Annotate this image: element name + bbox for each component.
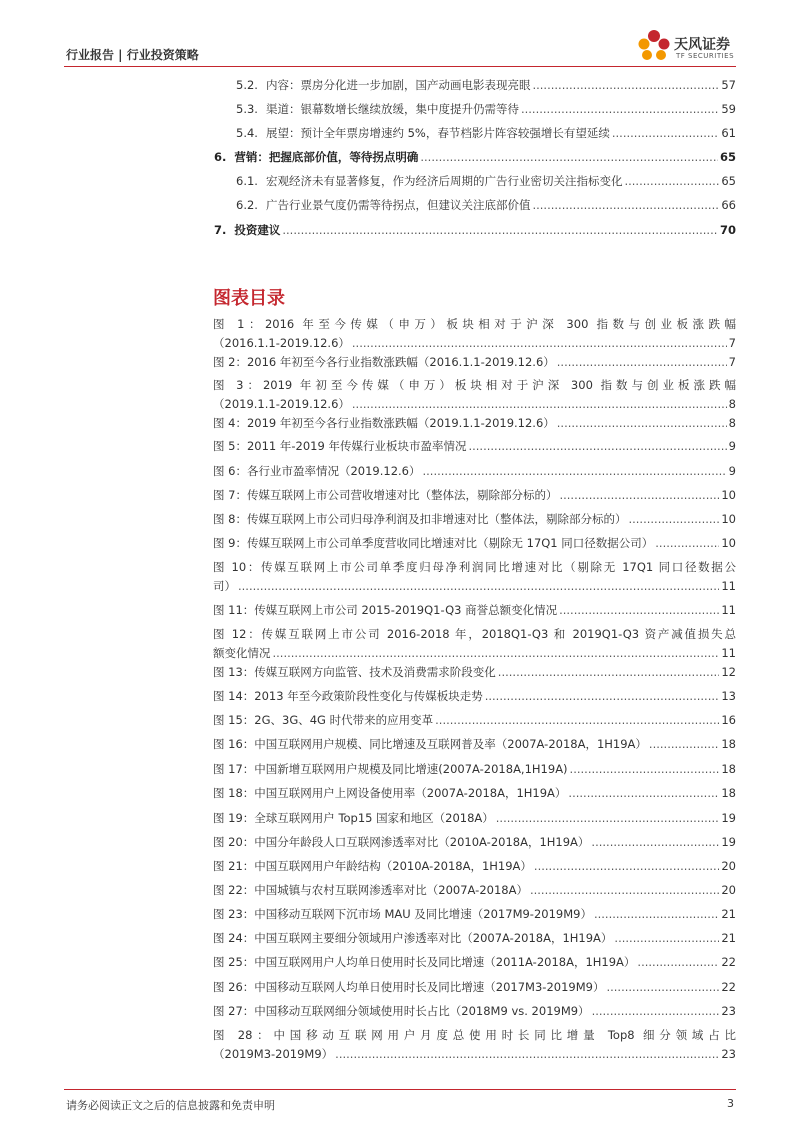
figure-title: 图 11：传媒互联网上市公司 2015-2019Q1-Q3 商誉总额变化情况: [213, 603, 558, 617]
figure-title: 图 22：中国城镇与农村互联网渗透率对比（2007A-2018A）: [213, 883, 528, 897]
figure-title: 图 5：2011 年-2019 年传媒行业板块市盈率情况: [213, 439, 467, 453]
figure-list-item[interactable]: [213, 437, 736, 456]
figure-list-item[interactable]: [213, 663, 736, 682]
figure-title: 图 24：中国互联网主要细分领域用户渗透率对比（2007A-2018A，1H19A）: [213, 931, 613, 945]
figure-list-item[interactable]: [213, 414, 736, 433]
logo-english-name: TF SECURITIES: [676, 52, 735, 60]
figure-leader-dots: [592, 1002, 720, 1021]
header-divider: [64, 66, 736, 67]
figure-title: 图 6：各行业市盈率情况（2019.12.6）: [213, 464, 421, 478]
figure-leader-dots: [485, 687, 720, 706]
toc-entry-number: 6.2.: [236, 198, 258, 212]
figure-leader-dots: [568, 784, 719, 803]
figure-leader-dots: [273, 644, 720, 663]
figure-list-item[interactable]: [213, 929, 736, 948]
toc-entry[interactable]: [236, 173, 736, 189]
figure-title: 图 9：传媒互联网上市公司单季度营收同比增速对比（剔除无 17Q1 同口径数据公司）: [213, 536, 654, 550]
toc-entry-title: 内容：票房分化进一步加剧，国产动画电影表现亮眼: [265, 78, 531, 92]
figure-leader-dots: [594, 905, 719, 924]
figure-list-item[interactable]: [213, 857, 736, 876]
figure-title: 图 27：中国移动互联网细分领域使用时长占比（2018M9 vs. 2019M9）: [213, 1004, 590, 1018]
figure-page: 11: [721, 579, 736, 593]
figure-title: 图 13：传媒互联网方向监管、技术及消费需求阶段变化: [213, 665, 496, 679]
toc-entry[interactable]: [236, 77, 736, 93]
toc-entry[interactable]: [214, 149, 736, 165]
figure-leader-dots: [628, 510, 719, 529]
figure-leader-dots: [637, 953, 719, 972]
flower-logo-icon: [636, 28, 672, 68]
figure-title: 图 28：中国移动互联网用户月度总使用时长同比增量 Top8 细分领域占比: [213, 1028, 736, 1042]
figure-page: 9: [728, 464, 736, 478]
figure-leader-dots: [614, 929, 719, 948]
toc-entry-number: 6.: [214, 150, 227, 164]
figure-leader-dots: [649, 735, 719, 754]
figure-list-item[interactable]: [213, 558, 736, 596]
footer-divider: [64, 1089, 736, 1090]
figure-list-item[interactable]: [213, 735, 736, 754]
toc-entry-title: 投资建议: [234, 223, 281, 237]
figure-leader-dots: [530, 881, 719, 900]
toc-entry-page: 66: [721, 198, 736, 212]
toc-entry-page: 59: [721, 102, 736, 116]
toc-leader-dots: [532, 77, 719, 93]
report-category: 行业报告 | 行业投资策略: [66, 48, 199, 62]
figure-title: 图 23：中国移动互联网下沉市场 MAU 及同比增速（2017M9-2019M9）: [213, 907, 592, 921]
figure-title: 图 7：传媒互联网上市公司营收增速对比（整体法，剔除部分标的）: [213, 488, 558, 502]
toc-entry-number: 6.1.: [236, 174, 258, 188]
toc-entry-title: 渠道：银幕数增长继续放缓，集中度提升仍需等待: [265, 102, 519, 116]
figure-list-item[interactable]: [213, 625, 736, 663]
toc-entry[interactable]: [214, 222, 736, 238]
figure-page: 10: [721, 488, 736, 502]
figure-page: 22: [721, 980, 736, 994]
figure-leader-dots: [352, 395, 727, 414]
figure-title: 图 4：2019 年初至今各行业指数涨跌幅（2019.1.1-2019.12.6）: [213, 416, 555, 430]
figure-page: 21: [721, 907, 736, 921]
figure-page: 9: [728, 439, 736, 453]
figure-page: 20: [721, 883, 736, 897]
figure-page: 8: [728, 416, 736, 430]
figure-leader-dots: [352, 334, 727, 353]
figure-leader-dots: [655, 534, 719, 553]
figure-leader-dots: [238, 577, 719, 596]
figure-leader-dots: [468, 437, 726, 456]
toc-entry-number: 5.3.: [236, 102, 258, 116]
figure-list-item[interactable]: [213, 534, 736, 553]
figure-page: 22: [721, 955, 736, 969]
figure-title: 图 2：2016 年初至今各行业指数涨跌幅（2016.1.1-2019.12.6）: [213, 355, 555, 369]
figure-leader-dots: [423, 462, 727, 481]
figure-page: 10: [721, 536, 736, 550]
figure-list-item[interactable]: [213, 462, 736, 481]
figure-list-item[interactable]: [213, 809, 736, 828]
figure-title: 图 26：中国移动互联网人均单日使用时长及同比增速（2017M3-2019M9）: [213, 980, 605, 994]
figure-page: 18: [721, 762, 736, 776]
logo-name: 天风证券: [674, 37, 730, 53]
figure-page: 16: [721, 713, 736, 727]
figure-list-item[interactable]: [213, 353, 736, 372]
figure-page: 18: [721, 737, 736, 751]
figure-leader-dots: [559, 486, 719, 505]
figure-list-item[interactable]: [213, 601, 736, 620]
figure-page: 11: [721, 603, 736, 617]
figure-page: 10: [721, 512, 736, 526]
figure-title: 图 1：2016 年至今传媒（申万）板块相对于沪深 300 指数与创业板涨跌幅: [213, 317, 736, 331]
toc-leader-dots: [612, 125, 720, 141]
figure-list-item[interactable]: [213, 953, 736, 972]
figure-page: 7: [728, 355, 736, 369]
figure-title: 图 17：中国新增互联网用户规模及同比增速(2007A-2018A,1H19A): [213, 762, 568, 776]
toc-entry-page: 65: [721, 174, 736, 188]
figure-title: 图 20：中国分年龄段人口互联网渗透率对比（2010A-2018A，1H19A）: [213, 835, 590, 849]
figures-list-title: 图表目录: [213, 288, 285, 309]
page-number: 3: [727, 1097, 734, 1110]
figure-title-continued: （2019M3-2019M9）: [213, 1047, 334, 1061]
figure-leader-dots: [557, 414, 727, 433]
figure-page: 8: [728, 397, 736, 411]
figure-title: 图 25：中国互联网用户人均单日使用时长及同比增速（2011A-2018A，1H19A）: [213, 955, 636, 969]
figure-list-item[interactable]: [213, 711, 736, 730]
figure-leader-dots: [496, 809, 720, 828]
figure-list-item[interactable]: [213, 510, 736, 529]
figure-title-continued: （2016.1.1-2019.12.6）: [213, 336, 350, 350]
disclaimer-note: 请务必阅读正文之后的信息披露和免责申明: [66, 1099, 275, 1112]
figure-leader-dots: [557, 353, 727, 372]
toc-entry-number: 5.2.: [236, 78, 258, 92]
figure-title-continued: 额变化情况: [213, 646, 271, 660]
figure-title: 图 15：2G、3G、4G 时代带来的应用变革: [213, 713, 434, 727]
figure-title-continued: 司）: [213, 579, 236, 593]
figure-list-item[interactable]: [213, 784, 736, 803]
figure-page: 23: [721, 1047, 736, 1061]
toc-leader-dots: [521, 101, 719, 117]
toc-entry-number: 5.4.: [236, 126, 258, 140]
figure-title-continued: （2019.1.1-2019.12.6）: [213, 397, 350, 411]
figure-list-item[interactable]: [213, 1002, 736, 1021]
figure-title: 图 21：中国互联网用户年龄结构（2010A-2018A，1H19A）: [213, 859, 532, 873]
toc-entry-page: 65: [719, 150, 736, 164]
toc-entry-title: 广告行业景气度仍需等待拐点，但建议关注底部价值: [265, 198, 531, 212]
figure-leader-dots: [606, 978, 719, 997]
figure-title: 图 18：中国互联网用户上网设备使用率（2007A-2018A，1H19A）: [213, 786, 567, 800]
figure-page: 21: [721, 931, 736, 945]
figure-list-item[interactable]: [213, 486, 736, 505]
toc-entry-page: 70: [719, 223, 736, 237]
figure-page: 23: [721, 1004, 736, 1018]
figure-title: 图 8：传媒互联网上市公司归母净利润及扣非增速对比（整体法，剔除部分标的）: [213, 512, 627, 526]
toc-leader-dots: [420, 149, 718, 165]
figure-list-item[interactable]: [213, 881, 736, 900]
figure-page: 18: [721, 786, 736, 800]
toc-entry[interactable]: [236, 125, 736, 141]
toc-leader-dots: [624, 173, 719, 189]
figure-title: 图 19：全球互联网用户 Top15 国家和地区（2018A）: [213, 811, 494, 825]
toc-entry-title: 营销：把握底部价值，等待拐点明确: [234, 150, 419, 164]
figure-leader-dots: [435, 711, 719, 730]
figure-title: 图 10：传媒互联网上市公司单季度归母净利润同比增速对比（剔除无 17Q1 同口径数据公: [213, 560, 736, 574]
toc-leader-dots: [282, 222, 718, 238]
figure-leader-dots: [534, 857, 719, 876]
figure-list-item[interactable]: [213, 687, 736, 706]
figure-leader-dots: [559, 601, 719, 620]
toc-entry[interactable]: [236, 101, 736, 117]
figure-title: 图 12：传媒互联网上市公司 2016-2018 年，2018Q1-Q3 和 2019Q1-Q3 资产减值损失总: [213, 627, 736, 641]
company-logo: [636, 28, 746, 68]
figure-list-item[interactable]: [213, 376, 736, 414]
figure-list-item[interactable]: [213, 760, 736, 779]
toc-entry[interactable]: [236, 197, 736, 213]
figure-list-item[interactable]: [213, 905, 736, 924]
figure-leader-dots: [335, 1045, 719, 1064]
toc-entry-page: 61: [721, 126, 736, 140]
figure-page: 7: [728, 336, 736, 350]
figure-list-item[interactable]: [213, 315, 736, 353]
figure-page: 20: [721, 859, 736, 873]
figure-list-item[interactable]: [213, 1026, 736, 1064]
toc-entry-page: 57: [721, 78, 736, 92]
figure-list-item[interactable]: [213, 978, 736, 997]
figure-leader-dots: [570, 760, 720, 779]
toc-leader-dots: [532, 197, 719, 213]
figure-page: 19: [721, 811, 736, 825]
figure-page: 12: [721, 665, 736, 679]
figure-leader-dots: [591, 833, 719, 852]
figure-title: 图 16：中国互联网用户规模、同比增速及互联网普及率（2007A-2018A，1H19A）: [213, 737, 647, 751]
figure-list-item[interactable]: [213, 833, 736, 852]
figure-page: 19: [721, 835, 736, 849]
figure-title: 图 3：2019 年初至今传媒（申万）板块相对于沪深 300 指数与创业板涨跌幅: [213, 378, 736, 392]
toc-entry-title: 展望：预计全年票房增速约 5%，春节档影片阵容较强增长有望延续: [265, 126, 610, 140]
figure-page: 11: [721, 646, 736, 660]
figure-leader-dots: [498, 663, 720, 682]
toc-entry-title: 宏观经济未有显著修复，作为经济后周期的广告行业密切关注指标变化: [265, 174, 623, 188]
figure-title: 图 14：2013 年至今政策阶段性变化与传媒板块走势: [213, 689, 483, 703]
figure-page: 13: [721, 689, 736, 703]
toc-entry-number: 7.: [214, 223, 227, 237]
